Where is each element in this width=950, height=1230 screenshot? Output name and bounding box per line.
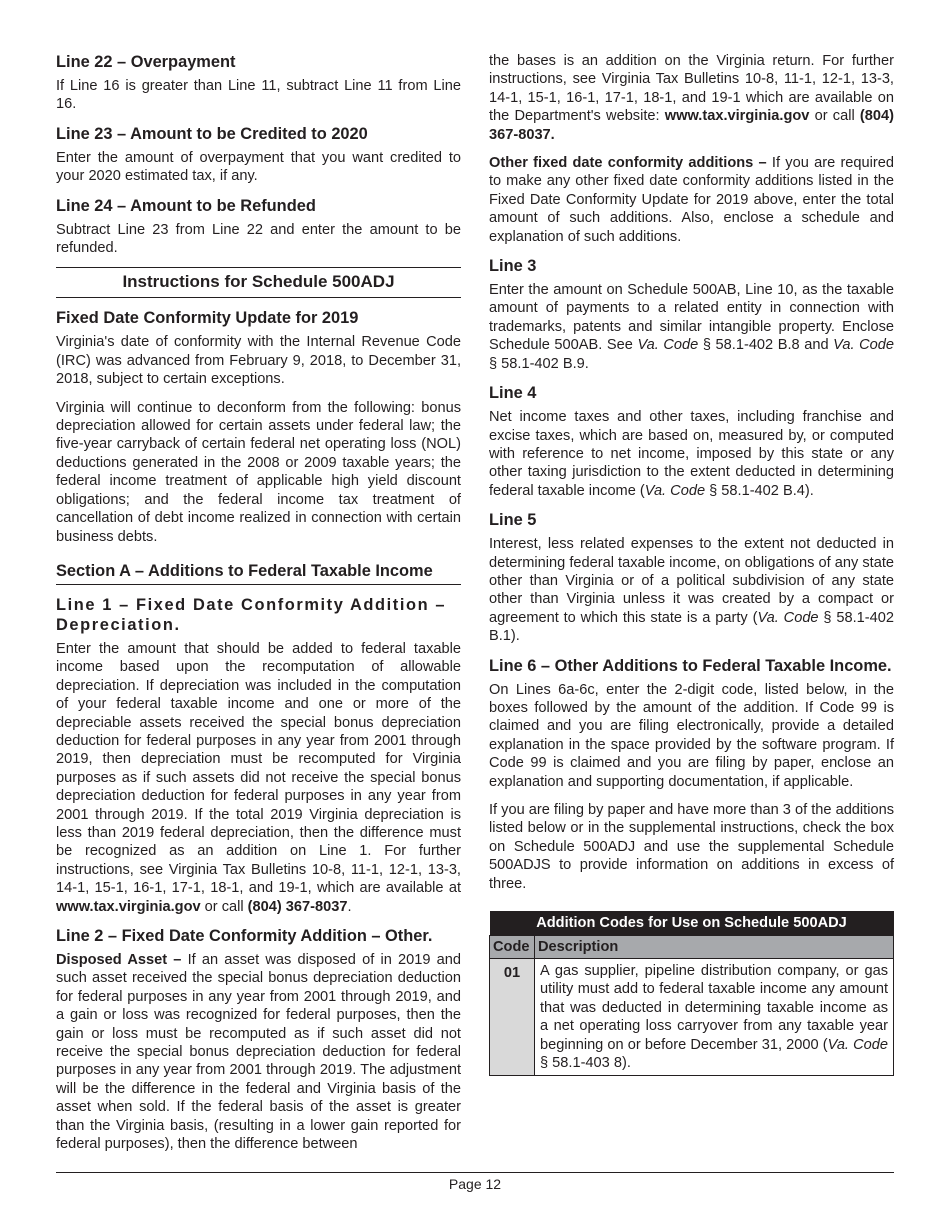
line23-heading: Line 23 – Amount to be Credited to 2020: [56, 124, 368, 143]
conformity-paragraph-1: Virginia's date of conformity with the Internal Revenue Code (IRC) was advanced from February 9, 2018, to December 31, 2018, subject to certain exceptions.: [56, 334, 461, 388]
section-a-heading: Section A – Additions to Federal Taxable Income: [56, 562, 461, 585]
line5-heading: Line 5: [489, 511, 537, 530]
row-code-ref: Va. Code: [827, 1036, 888, 1053]
line22-heading: Line 22 – Overpayment: [56, 53, 236, 71]
line4-code-ref: Va. Code: [644, 482, 706, 499]
right-column: [489, 52, 894, 1076]
line24-heading: Line 24 – Amount to be Refunded: [56, 196, 316, 215]
line5-text: [489, 535, 894, 645]
line4-text: [489, 408, 894, 500]
line6-paragraph-2: If you are filing by paper and have more than 3 of the additions listed below or in the supplemental instructions, check the box on Schedule 500ADJ and use the supplemental Schedule 500ADJS to provide information on additions in excess of three.: [489, 802, 894, 892]
continuation-website: www.tax.virginia.gov: [664, 108, 810, 125]
page-number: Page 12: [448, 1176, 502, 1192]
table-row: [490, 959, 894, 1076]
line4-body-a: Net income taxes and other taxes, including franchise and excise taxes, which are based on, measured by, or computed with reference to net income, imposed by this state or any other taxing jurisdiction to the extent deducted in determining federal taxable income (: [489, 409, 894, 499]
table-title: Addition Codes for Use on Schedule 500ADJ: [490, 911, 894, 936]
line5-body-a: Interest, less related expenses to the extent not deducted in determining federal taxable income, on obligations of any state other than Virginia or of a political subdivision of any state other than Virginia unless it was created by a compact or agreement to which this state is a party (: [489, 536, 894, 626]
continuation-phone: (804) 367-8037.: [489, 108, 894, 143]
disposed-asset-label: Disposed Asset –: [56, 952, 182, 968]
line4-body-b: § 58.1-402 B.4).: [705, 482, 814, 499]
line3-body-a: Enter the amount on Schedule 500AB, Line 10, as the taxable amount of payments to a related entity in connection with trademarks, patents and similar intangible property. Enclose Schedule 500AB. See: [489, 282, 894, 354]
line5-code-ref: Va. Code: [757, 609, 819, 626]
disposed-asset-body: If an asset was disposed of in 2019 and such asset received the special bonus depreciation deduction for federal purposes in any year from 2001 through 2019, and a gain or loss was recognized for federal purposes, then the gain or loss must be recomputed as if such asset did not receive the special bonus depreciation deduction for federal purposes in any year from 2001 through 2019. The adjustment will be the difference in the federal and Virginia basis of the asset when sold. If the federal basis of the asset is greater than the Virginia basis, (resulting in a lower gain reported for federal purposes), then the difference between: [56, 952, 461, 1153]
line4-heading: Line 4: [489, 384, 537, 403]
line3-text: [489, 281, 894, 373]
line1-website: www.tax.virginia.gov: [56, 898, 201, 915]
line3-body-c: § 58.1-402 B.9.: [489, 355, 589, 372]
line5-body-b: § 58.1-402 B.1).: [489, 609, 895, 645]
line1-text: [56, 640, 461, 916]
addition-codes-table: [489, 911, 894, 1076]
schedule-500adj-heading: Instructions for Schedule 500ADJ: [56, 267, 461, 298]
line24-text: Subtract Line 23 from Line 22 and enter the amount to be refunded.: [56, 221, 461, 257]
line1-heading: Line 1 – Fixed Date Conformity Addition – Depreciation.: [56, 595, 447, 634]
line23-text: Enter the amount of overpayment that you want credited to your 2020 estimated tax, if any.: [56, 149, 461, 185]
line1-body: Enter the amount that should be added to federal taxable income based upon the recomputation of allowable depreciation. If depreciation was included in the computation of your federal taxable income and one or more of the depreciable assets received the special bonus depreciation deduction for federal purposes in any year from 2001 through 2019, then depreciation must be recomputed for Virginia purposes as if such assets did not receive the special bonus depreciation deduction for federal purposes in any year from 2001 through 2019. If the total 2019 Virginia depreciation is less than 2019 federal depreciation, then the difference must be recognized as an addition on Line 1. For further instructions, see Virginia Tax Bulletins 10-8, 11-1, 12-1, 13-3, 14-1, 15-1, 16-1, 17-1, 18-1, and 19-1, which are available at: [56, 640, 461, 897]
line3-code-ref-1: Va. Code: [637, 337, 699, 354]
continuation-or-call: or call: [809, 108, 860, 125]
disposed-asset-text: [56, 951, 461, 1153]
table-cell-description: [535, 959, 894, 1076]
line3-body-b: § 58.1-402 B.8 and: [698, 337, 834, 354]
row-desc-a: A gas supplier, pipeline distribution company, or gas utility must add to federal taxable income any amount that was deducted in determining taxable income as a net operating loss carryover from any taxable year beginning on or before December 31, 2000 (: [540, 963, 888, 1053]
conformity-heading: Fixed Date Conformity Update for 2019: [56, 309, 359, 328]
table-header-code: Code: [490, 936, 535, 959]
other-additions-label: Other fixed date conformity additions –: [489, 155, 767, 172]
left-column: [56, 52, 461, 1153]
continuation-text: [489, 52, 894, 144]
line6-paragraph-1: On Lines 6a-6c, enter the 2-digit code, listed below, in the boxes followed by the amount of the addition. If Code 99 is claimed and you are filing electronically, provide a detailed explanation in the space provided by the software program. If Code 99 is claimed and you are filing by paper, enclose an explanation and supporting documentation, if applicable.: [489, 681, 894, 790]
line22-text: If Line 16 is greater than Line 11, subtract Line 11 from Line 16.: [56, 78, 461, 113]
footer-divider: [56, 1172, 894, 1173]
line1-or-call: or call: [200, 898, 248, 915]
line1-period: .: [347, 898, 352, 915]
conformity-paragraph-2: Virginia will continue to deconform from the following: bonus depreciation allowed for certain assets under federal law; the five-year carryback of certain federal net operating loss (NOL) deductions generated in the 2008 or 2009 taxable years; the federal income treatment of applicable high yield discount obligations; and the federal income tax treatment of cancellation of debt income realized in connection with certain business debts.: [56, 399, 461, 545]
line1-phone: (804) 367-8037: [247, 898, 348, 915]
line6-heading: Line 6 – Other Additions to Federal Taxable Income.: [489, 656, 892, 675]
other-additions-body: If you are required to make any other fixed date conformity additions listed in the Fixed Date Conformity Update for 2019 above, enter the total amount of such additions. Also, enclose a schedule and explanation of such additions.: [489, 155, 894, 245]
table-header-description: Description: [535, 936, 894, 959]
line3-heading: Line 3: [489, 257, 537, 276]
line2-heading: Line 2 – Fixed Date Conformity Addition – Other.: [56, 927, 433, 945]
other-additions-text: [489, 154, 894, 246]
table-cell-code: 01: [490, 959, 535, 1076]
line3-code-ref-2: Va. Code: [833, 337, 895, 354]
row-desc-b: § 58.1-403 8).: [540, 1055, 631, 1072]
continuation-body: the bases is an addition on the Virginia return. For further instructions, see Virginia Tax Bulletins 10-8, 11-1, 12-1, 13-3, 14-1, 15-1, 16-1, 17-1, 18-1, and 19-1 which are available on the Department's website:: [489, 53, 894, 125]
